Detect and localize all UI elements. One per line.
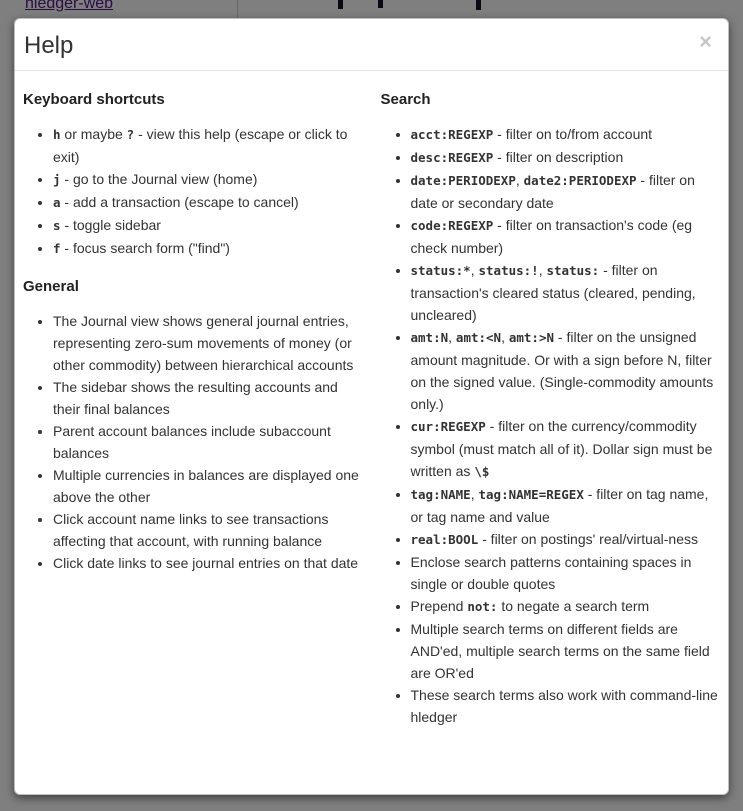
code-term: code:REGEXP bbox=[410, 218, 494, 233]
list-item: • status:*, status:!, status: - filter on transaction's cleared status (cleared, pending, uncleared) bbox=[411, 259, 721, 326]
modal-header bbox=[15, 19, 728, 71]
code-term: a bbox=[53, 195, 61, 210]
section-heading-general: General bbox=[23, 278, 79, 295]
list-item: • The sidebar shows the resulting accounts and their final balances bbox=[53, 376, 363, 420]
code-term: amt:>N bbox=[508, 330, 555, 345]
left-column bbox=[23, 91, 363, 736]
list-item: • h or maybe ? - view this help (escape or click to exit) bbox=[53, 123, 363, 168]
list-item: • f - focus search form ("find") bbox=[53, 237, 363, 260]
code-term: s bbox=[53, 218, 61, 233]
list-item: • These search terms also work with command-line hledger bbox=[411, 684, 721, 728]
list-item: • Multiple search terms on different fields are AND'ed, multiple search terms on the same field are OR'ed bbox=[411, 618, 721, 684]
code-term: amt:N bbox=[410, 330, 449, 345]
code-term: status:! bbox=[478, 263, 539, 278]
code-term: tag:NAME bbox=[410, 487, 471, 502]
list-item: • Parent account balances include subaccount balances bbox=[53, 420, 363, 464]
section-heading-search: Search bbox=[380, 91, 431, 108]
code-term: not: bbox=[467, 599, 498, 614]
code-term: f bbox=[53, 241, 61, 256]
list-item: • j - go to the Journal view (home) bbox=[53, 168, 363, 191]
list-item: • amt:N, amt:<N, amt:>N - filter on the unsigned amount magnitude. Or with a sign before N, filter on the signed value. (Single-commodity amounts only.) bbox=[411, 326, 721, 415]
help-modal bbox=[14, 18, 729, 795]
general-list bbox=[23, 310, 363, 574]
close-icon[interactable]: × bbox=[699, 29, 712, 54]
list-item: • desc:REGEXP - filter on description bbox=[411, 146, 721, 169]
list-item: • Enclose search patterns containing spaces in single or double quotes bbox=[411, 551, 721, 595]
code-term: \$ bbox=[474, 464, 490, 479]
list-item: • real:BOOL - filter on postings' real/virtual-ness bbox=[411, 528, 721, 551]
code-term: cur:REGEXP bbox=[410, 419, 486, 434]
list-item: • a - add a transaction (escape to cancel) bbox=[53, 191, 363, 214]
list-item: • code:REGEXP - filter on transaction's code (eg check number) bbox=[411, 214, 721, 259]
list-item: • acct:REGEXP - filter on to/from account bbox=[411, 123, 721, 146]
list-item: • cur:REGEXP - filter on the currency/commodity symbol (must match all of it). Dollar sign must be written as \$ bbox=[411, 415, 721, 483]
modal-title: Help bbox=[24, 32, 74, 59]
list-item: • s - toggle sidebar bbox=[53, 214, 363, 237]
code-term: date:PERIODEXP bbox=[410, 173, 516, 188]
modal-body bbox=[15, 71, 728, 756]
code-term: tag:NAME=REGEX bbox=[478, 487, 584, 502]
code-term: ? bbox=[126, 127, 135, 142]
list-item: • Click date links to see journal entries on that date bbox=[53, 552, 363, 574]
code-term: status: bbox=[546, 263, 600, 278]
list-item: • date:PERIODEXP, date2:PERIODEXP - filter on date or secondary date bbox=[411, 169, 721, 214]
code-term: date2:PERIODEXP bbox=[523, 173, 637, 188]
code-term: real:BOOL bbox=[410, 532, 479, 547]
code-term: amt:<N bbox=[455, 330, 502, 345]
list-item: • Prepend not: to negate a search term bbox=[411, 595, 721, 618]
list-item: • Click account name links to see transactions affecting that account, with running balance bbox=[53, 508, 363, 552]
search-terms-list bbox=[381, 123, 721, 728]
list-item: • tag:NAME, tag:NAME=REGEX - filter on tag name, or tag name and value bbox=[411, 483, 721, 528]
code-term: acct:REGEXP bbox=[410, 127, 494, 142]
list-item: • The Journal view shows general journal entries, representing zero-sum movements of money (or other commodity) between hierarchical accounts bbox=[53, 310, 363, 376]
right-column bbox=[381, 91, 721, 736]
list-item: • Multiple currencies in balances are displayed one above the other bbox=[53, 464, 363, 508]
code-term: status:* bbox=[410, 263, 471, 278]
code-term: h bbox=[53, 127, 61, 142]
keyboard-shortcuts-list bbox=[23, 123, 363, 260]
code-term: desc:REGEXP bbox=[410, 150, 494, 165]
section-heading-keyboard-shortcuts: Keyboard shortcuts bbox=[23, 91, 165, 108]
code-term: j bbox=[53, 172, 61, 187]
